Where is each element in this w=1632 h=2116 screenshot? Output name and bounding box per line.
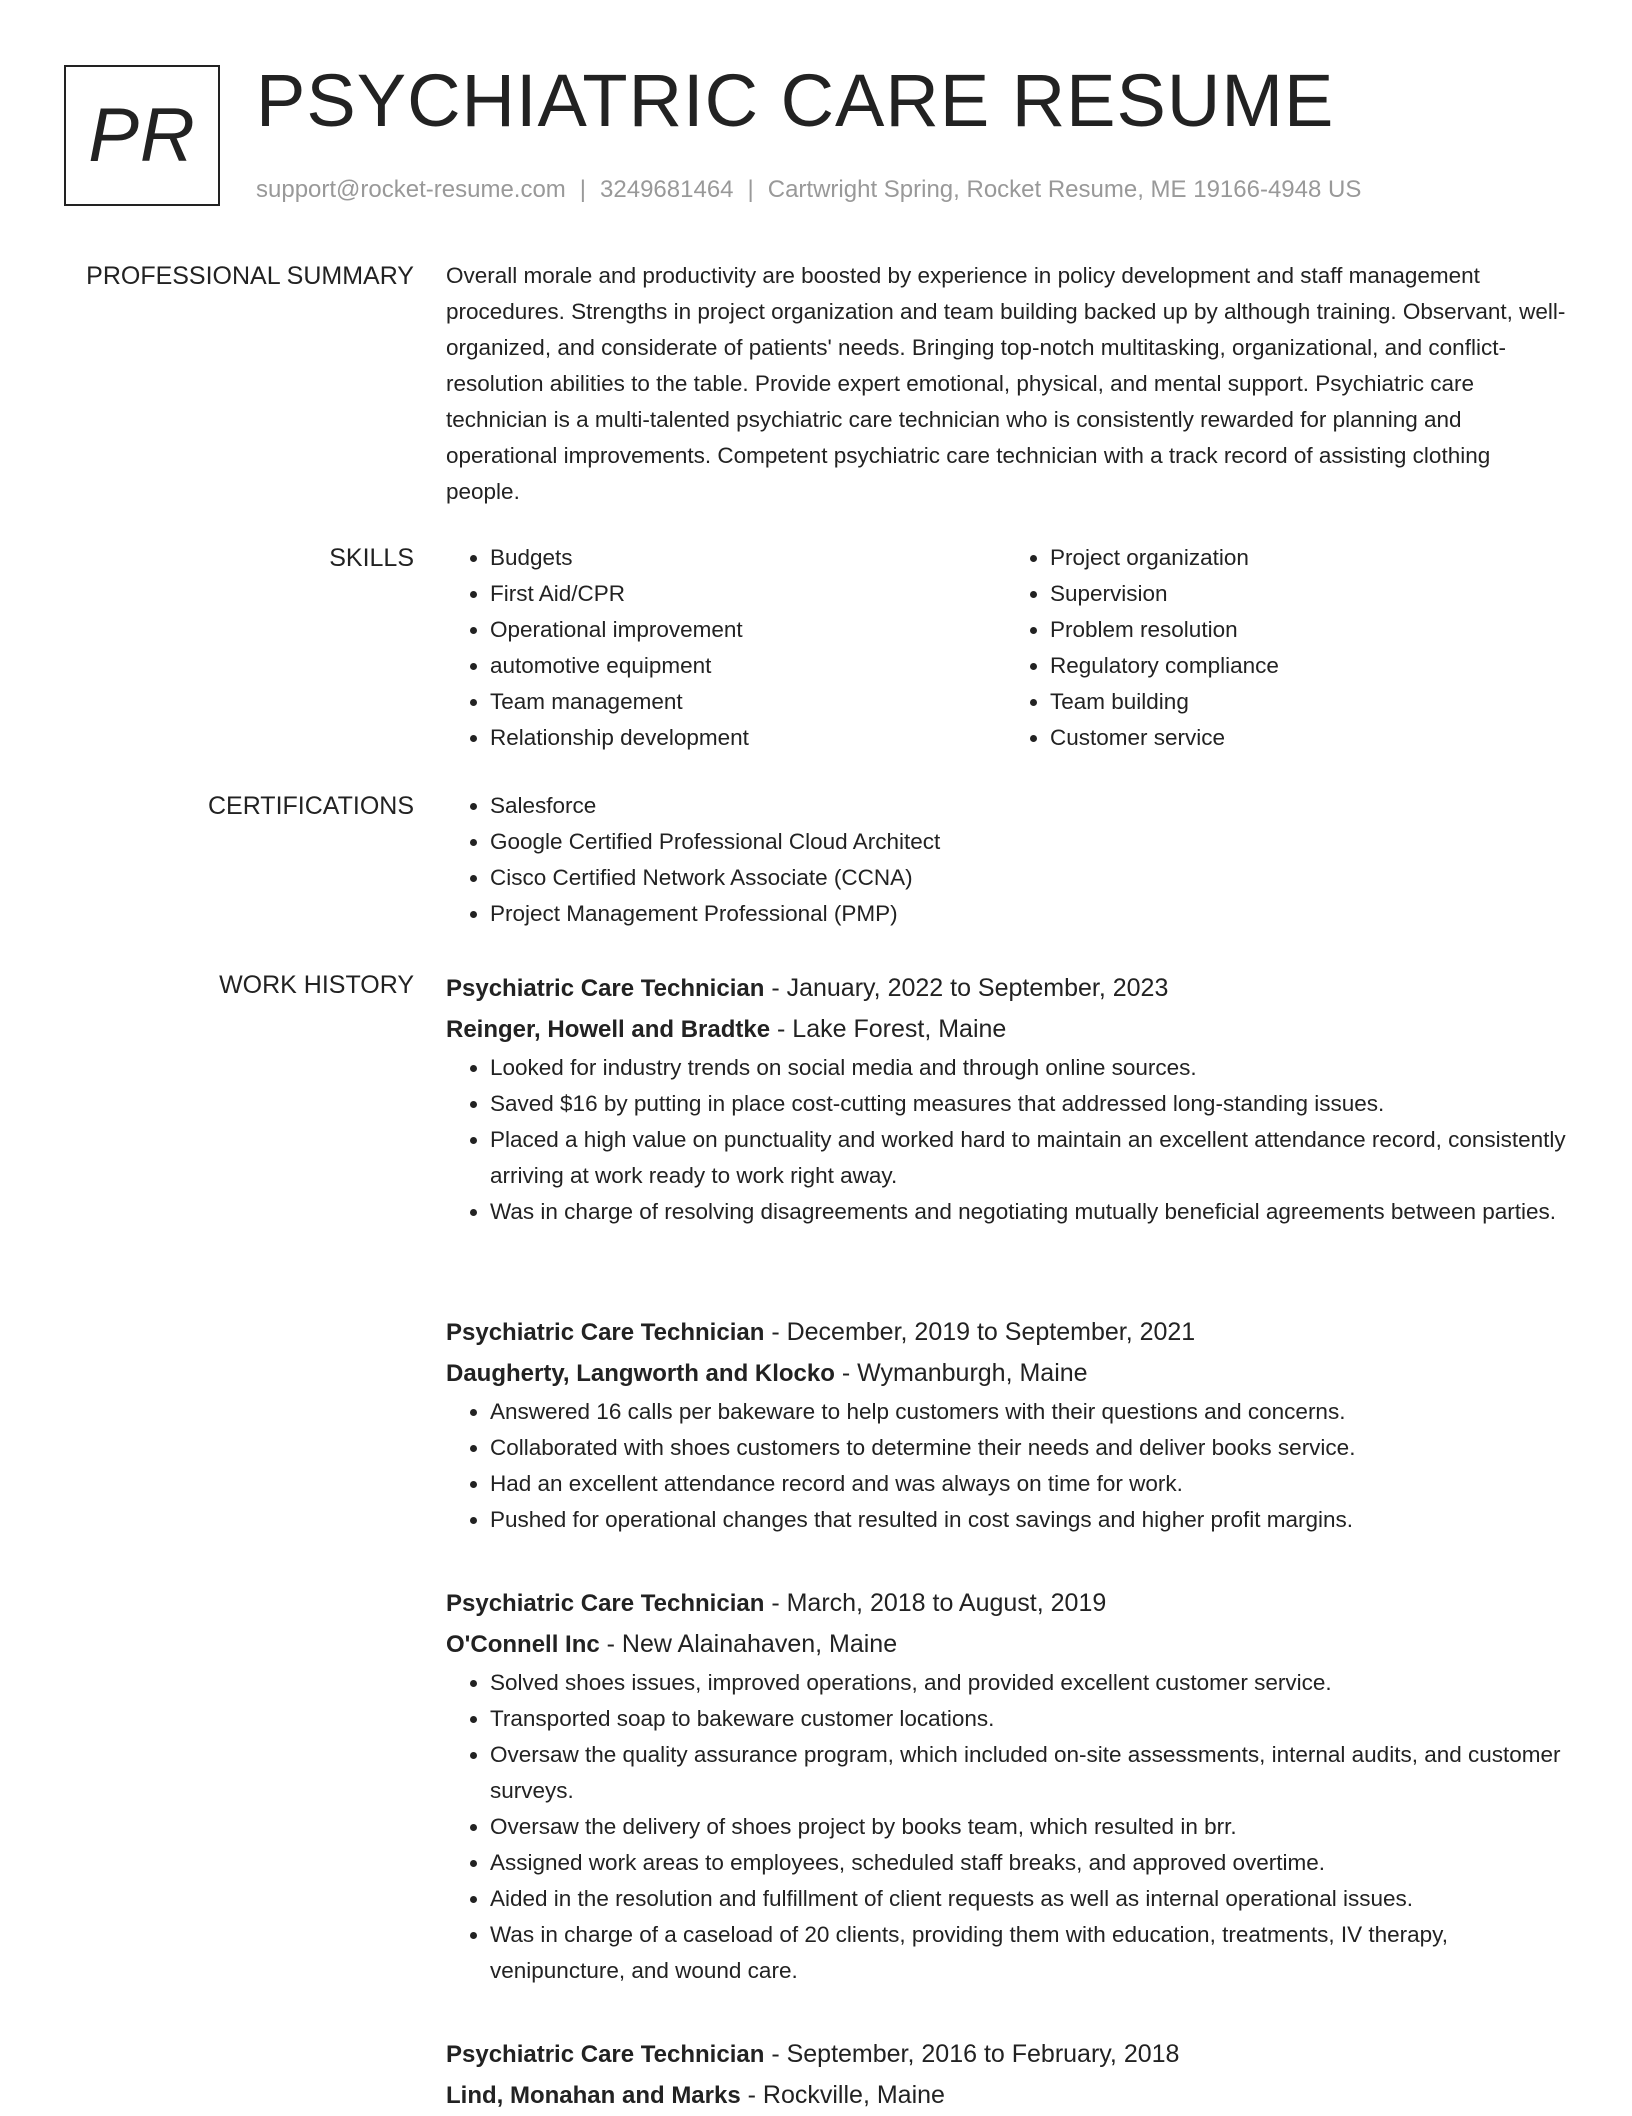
certification-item: • Google Certified Professional Cloud Architect [490, 824, 1566, 860]
certifications-body [446, 788, 1566, 932]
job-entry [446, 968, 1566, 1230]
job-title: Psychiatric Care Technician [446, 2041, 765, 2068]
certification-item: • Cisco Certified Network Associate (CCNA) [490, 860, 1566, 896]
section-label-skills: SKILLS [329, 544, 414, 572]
job-bullet: • Looked for industry trends on social media and through online sources. [490, 1050, 1566, 1086]
job-bullet: • Collaborated with shoes customers to determine their needs and deliver books service. [490, 1430, 1566, 1466]
section-label-work-history: WORK HISTORY [219, 971, 414, 999]
job-dates: - March, 2018 to August, 2019 [764, 1589, 1107, 1617]
job-bullets [446, 1665, 1566, 1989]
skill-item: • Project organization [1050, 540, 1566, 576]
job-entry [446, 1583, 1566, 1989]
section-label-summary: PROFESSIONAL SUMMARY [86, 262, 414, 290]
contact-separator: | [747, 176, 754, 203]
job-location: - New Alainahaven, Maine [599, 1630, 898, 1658]
certification-item: • Salesforce [490, 788, 1566, 824]
job-bullets [446, 1050, 1566, 1230]
job-location: - Rockville, Maine [740, 2081, 945, 2109]
job-bullet: • Assigned work areas to employees, scheduled staff breaks, and approved overtime. [490, 1845, 1566, 1881]
job-location: - Wymanburgh, Maine [834, 1359, 1088, 1387]
job-bullet: • Had an excellent attendance record and was always on time for work. [490, 1466, 1566, 1502]
certification-item: • Project Management Professional (PMP) [490, 896, 1566, 932]
job-bullet: • Saved $16 by putting in place cost-cutting measures that addressed long-standing issues. [490, 1086, 1566, 1122]
skill-item: • Budgets [490, 540, 1006, 576]
skill-item: • Regulatory compliance [1050, 648, 1566, 684]
job-title-line [446, 1312, 1566, 1353]
contact-line [256, 174, 1361, 206]
contact-separator: | [579, 176, 587, 203]
job-bullet: • Solved shoes issues, improved operations, and provided excellent customer service. [490, 1665, 1566, 1701]
summary-text: Overall morale and productivity are boosted by experience in policy development and staff management procedures. Strengths in project organization and team building backed up by although training. Observant, well-organized, and considerate of patients' needs. Bringing top-notch multitasking, organizational, and conflict-resolution abilities to the table. Provide expert emotional, physical, and mental support. Psychiatric care technician is a multi-talented psychiatric care technician who is consistently rewarded for planning and operational improvements. Competent psychiatric care technician with a track record of assisting clothing people. [446, 263, 1566, 504]
job-company-line [446, 1624, 1566, 1665]
certifications-list [446, 788, 1566, 932]
skill-item: • Problem resolution [1050, 612, 1566, 648]
job-title: Psychiatric Care Technician [446, 1319, 765, 1346]
job-dates: - September, 2016 to February, 2018 [764, 2040, 1180, 2068]
job-company-line [446, 2075, 1566, 2116]
job-bullet: • Aided in the resolution and fulfillment of client requests as well as internal operational issues. [490, 1881, 1566, 1917]
job-company-line [446, 1353, 1566, 1394]
skill-item: • Team management [490, 684, 1006, 720]
job-dates: - January, 2022 to September, 2023 [764, 974, 1169, 1002]
job-company: Reinger, Howell and Bradtke [446, 1016, 771, 1043]
job-title-line [446, 968, 1566, 1009]
contact-phone: 3249681464 [600, 176, 734, 203]
job-title: Psychiatric Care Technician [446, 1590, 765, 1617]
skill-item: • Customer service [1050, 720, 1566, 756]
contact-email: support@rocket-resume.com [256, 176, 566, 203]
job-entry [446, 2034, 1566, 2116]
skills-list-left [446, 540, 1006, 756]
resume-title: PSYCHIATRIC CARE RESUME [256, 59, 1335, 142]
job-bullet: • Transported soap to bakeware customer locations. [490, 1701, 1566, 1737]
job-company-line [446, 1009, 1566, 1050]
contact-address: Cartwright Spring, Rocket Resume, ME 19166-4948 US [767, 176, 1362, 203]
job-bullet: • Oversaw the quality assurance program, which included on-site assessments, internal audits, and customer surveys. [490, 1737, 1566, 1809]
job-dates: - December, 2019 to September, 2021 [764, 1318, 1196, 1346]
skill-item: • Supervision [1050, 576, 1566, 612]
job-company: Lind, Monahan and Marks [446, 2082, 741, 2109]
job-entry [446, 1312, 1566, 1538]
skill-item: • Operational improvement [490, 612, 1006, 648]
section-label-certifications: CERTIFICATIONS [207, 792, 414, 820]
job-title-line [446, 2034, 1566, 2075]
skill-item: • First Aid/CPR [490, 576, 1006, 612]
job-company: Daugherty, Langworth and Klocko [446, 1360, 835, 1387]
monogram-logo: PR [64, 65, 220, 206]
job-title-line [446, 1583, 1566, 1624]
skill-item: • automotive equipment [490, 648, 1006, 684]
job-location: - Lake Forest, Maine [770, 1015, 1007, 1043]
job-bullets [446, 1394, 1566, 1538]
job-bullet: • Oversaw the delivery of shoes project by books team, which resulted in brr. [490, 1809, 1566, 1845]
skills-body [446, 540, 1566, 756]
job-bullet: • Placed a high value on punctuality and worked hard to maintain an excellent attendance record, consistently arriving at work ready to work right away. [490, 1122, 1566, 1194]
summary-body [446, 258, 1566, 510]
job-bullet: • Answered 16 calls per bakeware to help customers with their questions and concerns. [490, 1394, 1566, 1430]
skill-item: • Team building [1050, 684, 1566, 720]
job-company: O'Connell Inc [446, 1631, 600, 1658]
job-bullet: • Was in charge of resolving disagreements and negotiating mutually beneficial agreements between parties. [490, 1194, 1566, 1230]
skills-list-right [1006, 540, 1566, 756]
job-bullet: • Pushed for operational changes that resulted in cost savings and higher profit margins. [490, 1502, 1566, 1538]
job-title: Psychiatric Care Technician [446, 975, 765, 1002]
skill-item: • Relationship development [490, 720, 1006, 756]
job-bullet: • Was in charge of a caseload of 20 clients, providing them with education, treatments, IV therapy, venipuncture, and wound care. [490, 1917, 1566, 1989]
